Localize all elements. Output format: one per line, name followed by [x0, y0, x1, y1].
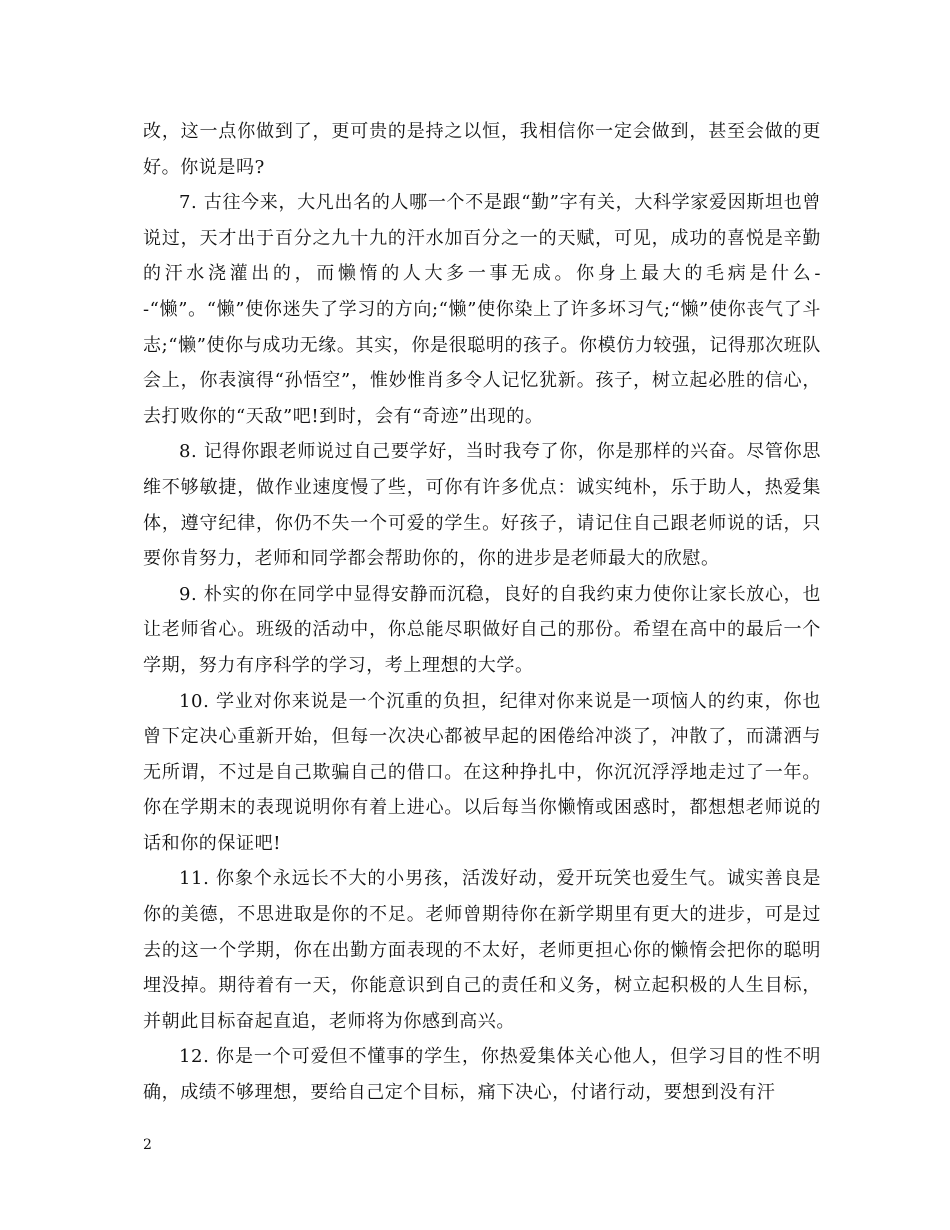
paragraph-9: 9. 朴实的你在同学中显得安静而沉稳，良好的自我约束力使你让家长放心，也让老师省心。班级的活动中，你总能尽职做好自己的那份。希望在高中的最后一个学期，努力有序科学的学习，考上理想的大学。 — [143, 583, 821, 676]
paragraph-12: 12. 你是一个可爱但不懂事的学生，你热爱集体关心他人，但学习目的性不明确，成绩不够理想，要给自己定个目标，痛下决心，付诸行动，要想到没有汗 — [143, 1046, 821, 1104]
paragraph-11: 11. 你象个永远长不大的小男孩，活泼好动，爱开玩笑也爱生气。诚实善良是你的美德，不思进取是你的不足。老师曾期待你在新学期里有更大的进步，可是过去的这一个学期，你在出勤方面表现的不太好，老师更担心你的懒惰会把你的聪明埋没掉。期待着有一天，你能意识到自己的责任和义务，树立起积极的人生目标，并朝此目标奋起直追，老师将为你感到高兴。 — [143, 868, 821, 1032]
paragraph-continuation: 改，这一点你做到了，更可贵的是持之以恒，我相信你一定会做到，甚至会做的更好。你说是吗? — [143, 121, 821, 178]
paragraph-7: 7. 古往今来，大凡出名的人哪一个不是跟“勤”字有关，大科学家爱因斯坦也曾说过，天才出于百分之九十九的汗水加百分之一的天赋，可见，成功的喜悦是辛勤的汗水浇灌出的，而懒惰的人大多一事无成。你身上最大的毛病是什么--“懒”。“懒”使你迷失了学习的方向;“懒”使你染上了许多坏习气;“懒”使你丧气了斗志;“懒”使你与成功无缘。其实，你是很聪明的孩子。你模仿力较强，记得那次班队会上，你表演得“孙悟空”，惟妙惟肖多令人记忆犹新。孩子，树立起必胜的信心，去打败你的“天敌”吧!到时，会有“奇迹”出现的。 — [143, 192, 821, 427]
paragraph-10: 10. 学业对你来说是一个沉重的负担，纪律对你来说是一项恼人的约束，你也曾下定决心重新开始，但每一次决心都被早起的困倦给冲淡了，冲散了，而潇洒与无所谓，不过是自己欺骗自己的借口。在这种挣扎中，你沉沉浮浮地走过了一年。你在学期末的表现说明你有着上进心。以后每当你懒惰或困惑时，都想想老师说的话和你的保证吧! — [143, 690, 821, 854]
document-body — [143, 114, 821, 1111]
paragraph-8: 8. 记得你跟老师说过自己要学好，当时我夸了你，你是那样的兴奋。尽管你思维不够敏捷，做作业速度慢了些，可你有许多优点：诚实纯朴，乐于助人，热爱集体，遵守纪律，你仍不失一个可爱的学生。好孩子，请记住自己跟老师说的话，只要你肯努力，老师和同学都会帮助你的，你的进步是老师最大的欣慰。 — [143, 441, 821, 570]
page-number: 2 — [143, 1137, 152, 1153]
